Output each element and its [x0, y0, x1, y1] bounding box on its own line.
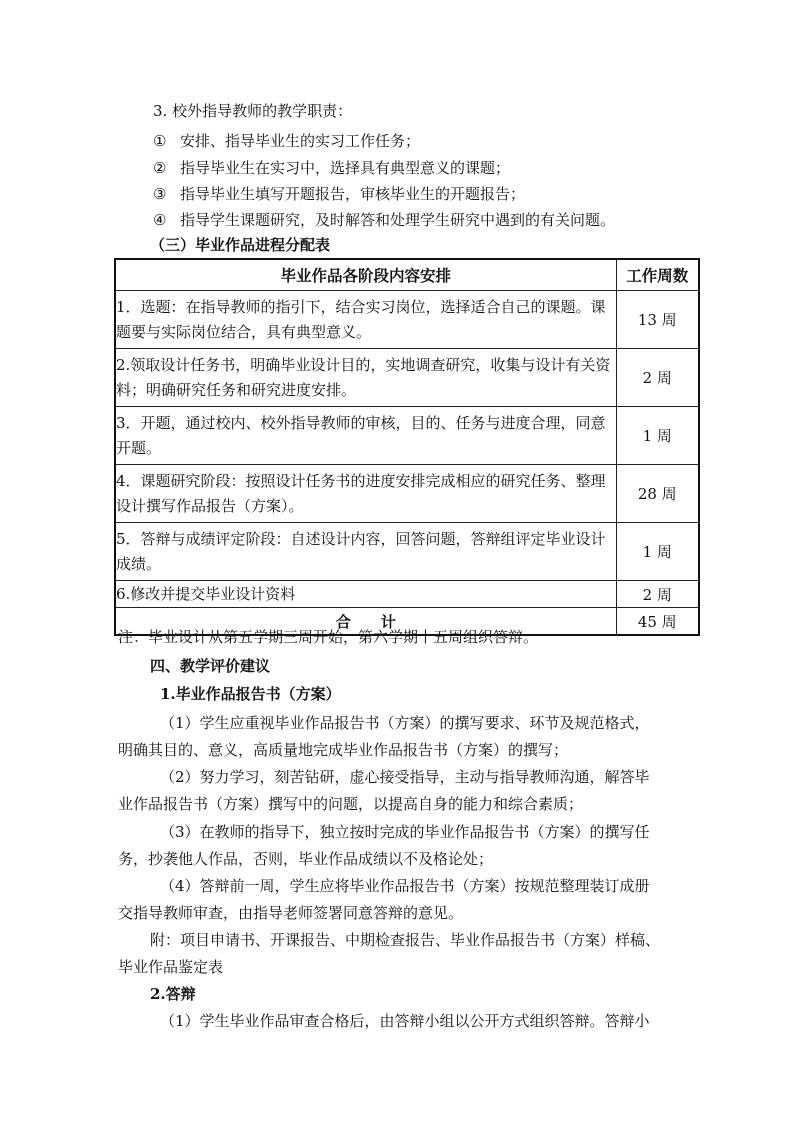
paragraph-line: 业作品报告书（方案）撰写中的问题，以提高自身的能力和综合素质； [118, 795, 584, 813]
stage-weeks: 2 周 [616, 349, 699, 407]
list-item [153, 209, 615, 231]
stage-weeks: 1 周 [616, 523, 699, 581]
paragraph-line: （4）答辩前一周，学生应将毕业作品报告书（方案）按规范整理装订成册 [160, 877, 650, 895]
table-row [115, 581, 699, 608]
stage-content: 1．选题：在指导教师的指引下，结合实习岗位，选择适合自己的课题。课题要与实际岗位结合，具有典型意义。 [115, 291, 616, 349]
stage-weeks: 2 周 [616, 581, 699, 608]
list-item-text: 指导学生课题研究，及时解答和处理学生研究中遇到的有关问题。 [180, 211, 616, 229]
column-header-content: 毕业作品各阶段内容安排 [115, 259, 616, 291]
total-weeks: 45 周 [616, 608, 699, 636]
stage-content: 3．开题，通过校内、校外指导教师的审核，目的、任务与进度合理，同意开题。 [115, 407, 616, 465]
list-marker: ④ [153, 211, 167, 229]
stage-content: 2.领取设计任务书，明确毕业设计目的，实地调查研究，收集与设计有关资料；明确研究任务和研究进度安排。 [115, 349, 616, 407]
table-heading: （三）毕业作品进程分配表 [150, 236, 331, 254]
paragraph-line: （1）学生应重视毕业作品报告书（方案）的撰写要求、环节及规范格式， [160, 714, 650, 732]
table-row [115, 523, 699, 581]
column-header-weeks: 工作周数 [616, 259, 699, 291]
attachment-line: 毕业作品鉴定表 [118, 958, 224, 976]
list-marker: ① [153, 132, 167, 150]
table-row [115, 349, 699, 407]
stage-content: 5．答辩与成绩评定阶段：自述设计内容，回答问题，答辩组评定毕业设计成绩。 [115, 523, 616, 581]
total-label: 合 计 [115, 608, 616, 636]
paragraph-line: （3）在教师的指导下，独立按时完成的毕业作品报告书（方案）的撰写任 [160, 823, 650, 841]
table-row [115, 407, 699, 465]
list-item-text: 安排、指导毕业生的实习工作任务； [180, 132, 421, 150]
paragraph-line: 交指导教师审查，由指导老师签署同意答辩的意见。 [118, 904, 464, 922]
list-item [153, 183, 525, 205]
stage-weeks: 13 周 [616, 291, 699, 349]
paragraph-line: 明确其目的、意义，高质量地完成毕业作品报告书（方案）的撰写； [118, 741, 569, 759]
list-marker: ③ [153, 185, 167, 203]
paragraph-line: 务，抄袭他人作品，否则，毕业作品成绩以不及格论处； [118, 850, 494, 868]
subsection-title: 2.答辩 [150, 985, 196, 1003]
attachment-line: 附：项目申请书、开课报告、中期检查报告、毕业作品报告书（方案）样稿、 [150, 931, 661, 949]
list-item-text: 指导毕业生在实习中，选择具有典型意义的课题； [180, 159, 511, 177]
list-item [153, 130, 420, 152]
section4-title: 四、教学评价建议 [150, 657, 271, 675]
table-row [115, 291, 699, 349]
list-marker: ② [153, 159, 167, 177]
paragraph-line: （2）努力学习，刻苦钻研，虚心接受指导，主动与指导教师沟通，解答毕 [160, 768, 650, 786]
stage-content: 6.修改并提交毕业设计资料 [115, 581, 616, 608]
table-header-row [115, 259, 699, 291]
list-item [153, 157, 510, 179]
section3-title: 3. 校外指导教师的教学职责： [153, 102, 353, 120]
table-row [115, 465, 699, 523]
stage-weeks: 1 周 [616, 407, 699, 465]
list-item-text: 指导毕业生填写开题报告，审核毕业生的开题报告； [180, 185, 526, 203]
subsection-title: 1.毕业作品报告书（方案） [160, 685, 341, 703]
stage-content: 4．课题研究阶段：按照设计任务书的进度安排完成相应的研究任务、整理设计撰写作品报告（方案）。 [115, 465, 616, 523]
progress-table [114, 258, 700, 636]
paragraph-line: （1）学生毕业作品审查合格后，由答辩小组以公开方式组织答辩。答辩小 [160, 1012, 650, 1030]
table-note: 注：毕业设计从第五学期三周开始，第六学期十五周组织答辩。 [118, 628, 539, 646]
stage-weeks: 28 周 [616, 465, 699, 523]
